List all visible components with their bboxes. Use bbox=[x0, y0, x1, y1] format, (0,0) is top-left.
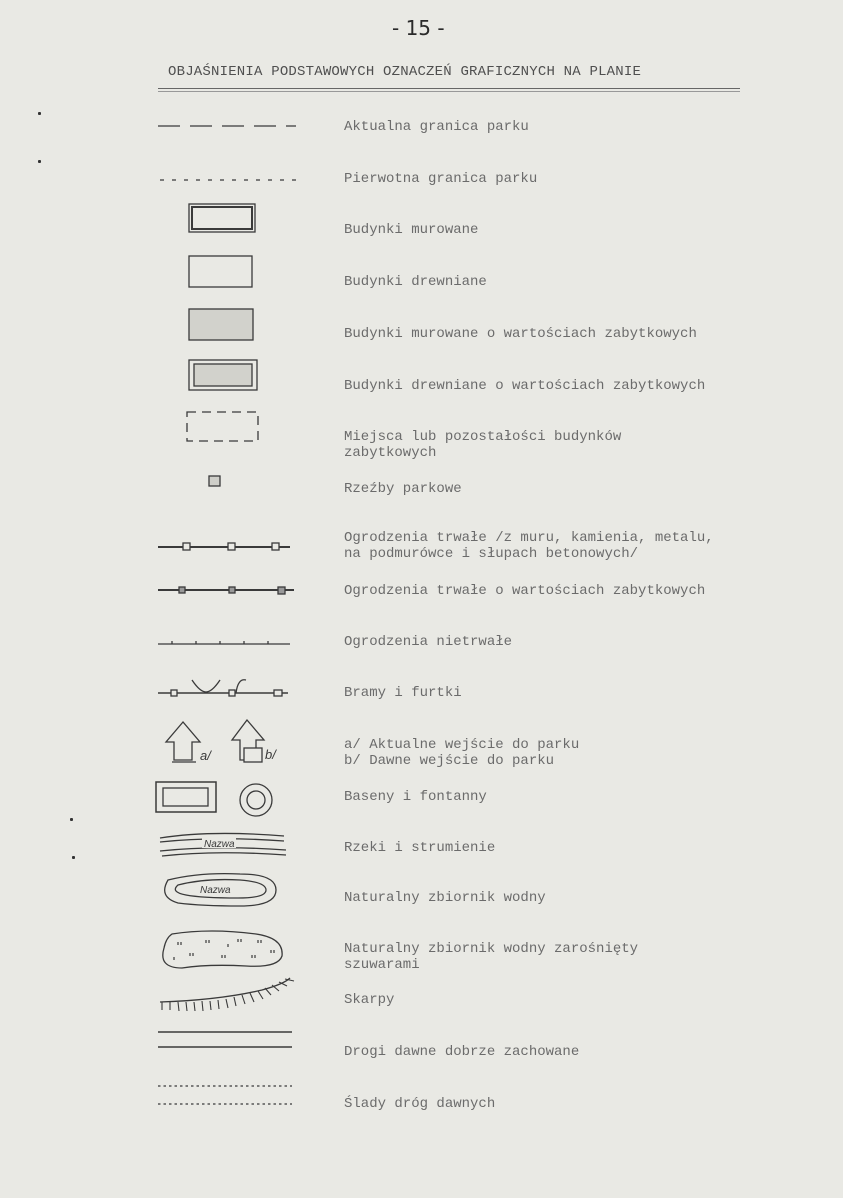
entrance-a-marker: a/ bbox=[200, 748, 211, 763]
legend-label: Budynki murowane o wartościach zabytkowych bbox=[344, 326, 697, 342]
page-title: OBJAŚNIENIA PODSTAWOWYCH OZNACZEŃ GRAFICZNYCH NA PLANIE bbox=[168, 64, 642, 80]
gate-icon bbox=[158, 680, 288, 696]
legend-label: Skarpy bbox=[344, 992, 395, 1008]
double-line-icon bbox=[158, 1032, 292, 1047]
legend-label: Ogrodzenia trwałe o wartościach zabytkowych bbox=[344, 583, 706, 599]
legend-label: Budynki drewniane bbox=[344, 274, 487, 290]
legend-label: Ogrodzenia trwałe /z muru, kamienia, metalu, na podmurówce i słupach betonowych/ bbox=[344, 530, 714, 562]
legend-label: Rzeźby parkowe bbox=[344, 481, 462, 497]
entrance-b-marker: b/ bbox=[265, 747, 276, 762]
legend-label: a/ Aktualne wejście do parku b/ Dawne wejście do parku bbox=[344, 737, 580, 769]
legend-label: Budynki drewniane o wartościach zabytkowych bbox=[344, 378, 706, 394]
legend-label: Miejsca lub pozostałości budynków zabytkowych bbox=[344, 429, 622, 461]
legend-label: Drogi dawne dobrze zachowane bbox=[344, 1044, 580, 1060]
reed-pond-icon bbox=[163, 931, 282, 968]
dashed-rectangle-icon bbox=[187, 412, 258, 441]
legend-label: Pierwotna granica parku bbox=[344, 171, 538, 187]
fence-posts-shaded-icon bbox=[158, 587, 294, 594]
slope-icon bbox=[160, 978, 294, 1011]
shaded-rectangle-icon bbox=[189, 309, 253, 340]
legend-label: Ślady dróg dawnych bbox=[344, 1096, 496, 1112]
legend-label: Rzeki i strumienie bbox=[344, 840, 496, 856]
pool-fountain-icon bbox=[156, 782, 272, 816]
dotted-double-line-icon bbox=[158, 1086, 292, 1104]
legend-label: Ogrodzenia nietrwałe bbox=[344, 634, 513, 650]
rectangle-icon bbox=[189, 256, 252, 287]
tick-line-icon bbox=[158, 641, 290, 644]
legend-label: Naturalny zbiornik wodny zarośnięty szuwarami bbox=[344, 941, 639, 973]
legend-label: Budynki murowane bbox=[344, 222, 479, 238]
pond-name-label: Nazwa bbox=[200, 885, 231, 896]
legend-label: Bramy i furtki bbox=[344, 685, 462, 701]
river-icon bbox=[160, 833, 286, 856]
river-name-label: Nazwa bbox=[204, 839, 235, 850]
legend-label: Naturalny zbiornik wodny bbox=[344, 890, 546, 906]
entrance-arrows-icon bbox=[166, 720, 277, 763]
fence-posts-icon bbox=[158, 543, 290, 550]
shaded-double-rectangle-icon bbox=[189, 360, 257, 390]
legend-label: Aktualna granica parku bbox=[344, 119, 529, 135]
page-number: - 15 - bbox=[392, 16, 445, 40]
double-rectangle-icon bbox=[189, 204, 255, 232]
small-square-icon bbox=[209, 476, 220, 486]
legend-label: Baseny i fontanny bbox=[344, 789, 487, 805]
pond-icon bbox=[165, 874, 276, 906]
